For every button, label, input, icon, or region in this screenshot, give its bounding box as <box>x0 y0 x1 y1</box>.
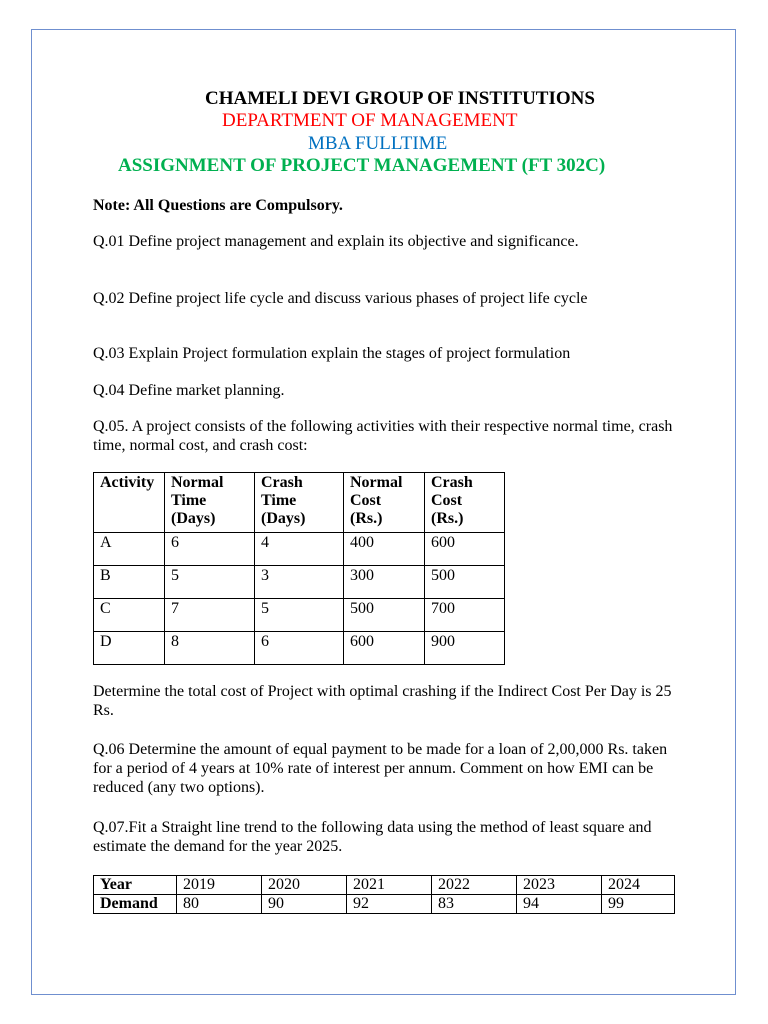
table-cell <box>255 599 344 632</box>
demand-cell: 94 <box>517 895 602 914</box>
cell-text: 400 <box>350 534 374 551</box>
table-cell <box>165 566 255 599</box>
note <box>93 196 683 215</box>
header-line: Normal <box>350 474 403 491</box>
year-cell: 2021 <box>347 876 432 895</box>
table-cell <box>425 599 505 632</box>
cell-text: 5 <box>171 567 179 584</box>
cell-text: 8 <box>171 633 179 650</box>
table-cell <box>425 533 505 566</box>
year-label: Year <box>94 876 177 895</box>
demand-cell: 83 <box>432 895 517 914</box>
cell-text: 500 <box>431 567 455 584</box>
table-cell <box>94 632 165 665</box>
institution-title: CHAMELI DEVI GROUP OF INSTITUTIONS <box>205 88 595 109</box>
department-title: DEPARTMENT OF MANAGEMENT <box>222 110 518 131</box>
assignment-title: ASSIGNMENT OF PROJECT MANAGEMENT (FT 302C) <box>118 155 606 176</box>
table-cell <box>165 533 255 566</box>
header-cell <box>255 473 344 533</box>
cell-text: 600 <box>431 534 455 551</box>
year-cell: 2020 <box>262 876 347 895</box>
header-line: (Days) <box>261 510 306 527</box>
table-cell <box>255 566 344 599</box>
demand-cell: 99 <box>602 895 675 914</box>
header-cell <box>94 473 165 533</box>
cell-text: 7 <box>171 600 179 617</box>
table-cell <box>94 599 165 632</box>
table-cell <box>344 566 425 599</box>
table-cell <box>165 599 255 632</box>
cell-text: 900 <box>431 633 455 650</box>
question-5-followup: Determine the total cost of Project with optimal crashing if the Indirect Cost Per Day is 25 Rs. <box>93 683 672 719</box>
cell-text: 4 <box>261 534 269 551</box>
header-line: Time <box>261 492 297 509</box>
question-7: Q.07.Fit a Straight line trend to the following data using the method of least square and estimate the demand for the year 2025. <box>93 819 652 855</box>
table-cell <box>94 566 165 599</box>
table-cell <box>344 632 425 665</box>
header-line: Cost <box>431 492 463 509</box>
table-row <box>94 895 675 914</box>
note-text: : All Questions are Compulsory. <box>124 197 343 214</box>
table-row <box>94 533 505 566</box>
cell-text: 300 <box>350 567 374 584</box>
table-cell <box>344 533 425 566</box>
year-cell: 2019 <box>177 876 262 895</box>
header-cell <box>165 473 255 533</box>
cell-text: 5 <box>261 600 269 617</box>
table-cell <box>94 533 165 566</box>
question-3: Q.03 Explain Project formulation explain the stages of project formulation <box>93 345 571 362</box>
cell-text: B <box>100 567 111 584</box>
header-line: Activity <box>100 474 155 491</box>
table-cell <box>344 599 425 632</box>
header-line: (Rs.) <box>431 510 464 527</box>
header-line: Normal <box>171 474 224 491</box>
header-line: Crash <box>261 474 303 491</box>
table-cell <box>255 632 344 665</box>
table-row <box>94 876 675 895</box>
demand-label: Demand <box>94 895 177 914</box>
question-5: Q.05. A project consists of the following activities with their respective normal time, crash time, normal cost, and crash cost: <box>93 418 673 454</box>
cell-text: 6 <box>171 534 179 551</box>
cell-text: D <box>100 633 112 650</box>
cell-text: 700 <box>431 600 455 617</box>
header-line: (Rs.) <box>350 510 383 527</box>
question-2: Q.02 Define project life cycle and discuss various phases of project life cycle <box>93 290 588 307</box>
cell-text: 6 <box>261 633 269 650</box>
cell-text: 500 <box>350 600 374 617</box>
table-cell <box>165 632 255 665</box>
year-cell: 2022 <box>432 876 517 895</box>
cell-text: 3 <box>261 567 269 584</box>
header-line: Cost <box>350 492 382 509</box>
question-6: Q.06 Determine the amount of equal payment to be made for a loan of 2,00,000 Rs. taken for a period of 4 years at 10% rate of interest per annum. Comment on how EMI can be reduced (any two options). <box>93 741 668 796</box>
program-title: MBA FULLTIME <box>308 133 448 154</box>
note-label: Note <box>93 197 125 214</box>
year-cell: 2024 <box>602 876 675 895</box>
cell-text: C <box>100 600 111 617</box>
header-line: Crash <box>431 474 473 491</box>
demand-cell: 90 <box>262 895 347 914</box>
header-cell <box>344 473 425 533</box>
table-cell <box>425 566 505 599</box>
table-cell <box>255 533 344 566</box>
demand-cell: 92 <box>347 895 432 914</box>
table-cell <box>425 632 505 665</box>
trend-table <box>93 875 675 914</box>
cell-text: A <box>100 534 112 551</box>
demand-cell: 80 <box>177 895 262 914</box>
question-4: Q.04 Define market planning. <box>93 382 285 399</box>
table-row <box>94 599 505 632</box>
header-line: (Days) <box>171 510 216 527</box>
table-row <box>94 632 505 665</box>
header-line: Time <box>171 492 207 509</box>
table-row <box>94 566 505 599</box>
crashing-table <box>93 472 505 665</box>
header-cell <box>425 473 505 533</box>
table-header-row <box>94 473 505 533</box>
year-cell: 2023 <box>517 876 602 895</box>
cell-text: 600 <box>350 633 374 650</box>
question-1: Q.01 Define project management and explain its objective and significance. <box>93 233 579 250</box>
